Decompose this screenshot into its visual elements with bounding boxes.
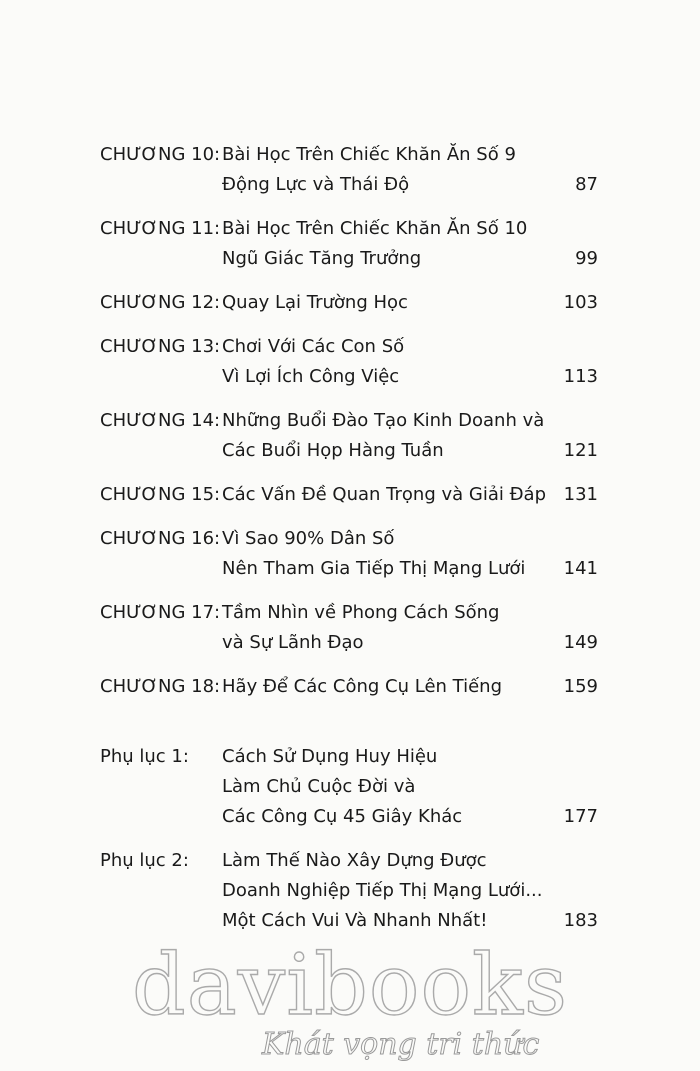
entry-label: CHƯƠNG 17: xyxy=(100,602,221,623)
entry-title-line: Quay Lại Trường Học xyxy=(222,292,408,313)
entry-title-line: Bài Học Trên Chiếc Khăn Ăn Số 10 xyxy=(222,218,528,239)
toc-entry xyxy=(0,524,700,584)
watermark-brand: davibooks xyxy=(131,936,569,1034)
entry-label: CHƯƠNG 16: xyxy=(100,528,221,549)
toc-entry xyxy=(0,672,700,702)
entry-title-line: Các Buổi Họp Hàng Tuần xyxy=(222,440,444,461)
entry-page-number: 177 xyxy=(563,806,598,827)
watermark xyxy=(0,935,700,1062)
toc-entry xyxy=(0,406,700,466)
entry-page-number: 103 xyxy=(563,292,598,313)
entry-page-number: 87 xyxy=(575,174,598,195)
entry-title-line: Làm Chủ Cuộc Đời và xyxy=(222,776,416,797)
entry-label: Phụ lục 1: xyxy=(100,746,189,767)
toc-entry xyxy=(0,480,700,510)
entry-title-line: Doanh Nghiệp Tiếp Thị Mạng Lưới... xyxy=(222,880,543,901)
entry-title-line: Bài Học Trên Chiếc Khăn Ăn Số 9 xyxy=(222,144,516,165)
watermark-tagline: Khát vọng tri thức xyxy=(262,1027,540,1062)
entry-page-number: 131 xyxy=(563,484,598,505)
entry-page-number: 141 xyxy=(563,558,598,579)
entry-title-line: Vì Lợi Ích Công Việc xyxy=(222,366,400,387)
toc-entry xyxy=(0,332,700,392)
entry-title-line: Các Vấn Đề Quan Trọng và Giải Đáp xyxy=(222,484,546,505)
entry-page-number: 121 xyxy=(563,440,598,461)
entry-title-line: Vì Sao 90% Dân Số xyxy=(222,528,395,549)
entry-page-number: 149 xyxy=(563,632,598,653)
toc-entry-appendix xyxy=(0,742,700,832)
entry-label: CHƯƠNG 18: xyxy=(100,676,221,697)
entry-page-number: 183 xyxy=(563,910,598,931)
entry-page-number: 113 xyxy=(563,366,598,387)
entry-label: Phụ lục 2: xyxy=(100,850,189,871)
entry-label: CHƯƠNG 10: xyxy=(100,144,221,165)
toc-entry xyxy=(0,598,700,658)
entry-label: CHƯƠNG 15: xyxy=(100,484,221,505)
entry-title-line: Nên Tham Gia Tiếp Thị Mạng Lưới xyxy=(222,558,526,579)
toc-entry xyxy=(0,214,700,274)
entry-page-number: 159 xyxy=(563,676,598,697)
entry-title-line: Ngũ Giác Tăng Trưởng xyxy=(222,248,422,269)
entry-label: CHƯƠNG 14: xyxy=(100,410,221,431)
toc-entry-appendix xyxy=(0,846,700,936)
toc-entry xyxy=(0,288,700,318)
table-of-contents xyxy=(0,140,700,950)
entry-title-line: Tầm Nhìn về Phong Cách Sống xyxy=(222,602,500,623)
entry-title-line: Những Buổi Đào Tạo Kinh Doanh và xyxy=(222,410,545,431)
entry-title-line: Làm Thế Nào Xây Dựng Được xyxy=(222,850,487,871)
entry-label: CHƯƠNG 13: xyxy=(100,336,221,357)
entry-label: CHƯƠNG 11: xyxy=(100,218,221,239)
entry-label: CHƯƠNG 12: xyxy=(100,292,221,313)
entry-title-line: Các Công Cụ 45 Giây Khác xyxy=(222,806,463,827)
entry-title-line: Một Cách Vui Và Nhanh Nhất! xyxy=(222,910,488,931)
entry-title-line: Chơi Với Các Con Số xyxy=(222,336,405,357)
entry-title-line: Động Lực và Thái Độ xyxy=(222,174,410,195)
entry-page-number: 99 xyxy=(575,248,598,269)
entry-title-line: Cách Sử Dụng Huy Hiệu xyxy=(222,746,438,767)
entry-title-line: Hãy Để Các Công Cụ Lên Tiếng xyxy=(222,676,503,697)
entry-title-line: và Sự Lãnh Đạo xyxy=(222,632,364,653)
toc-entry xyxy=(0,140,700,200)
